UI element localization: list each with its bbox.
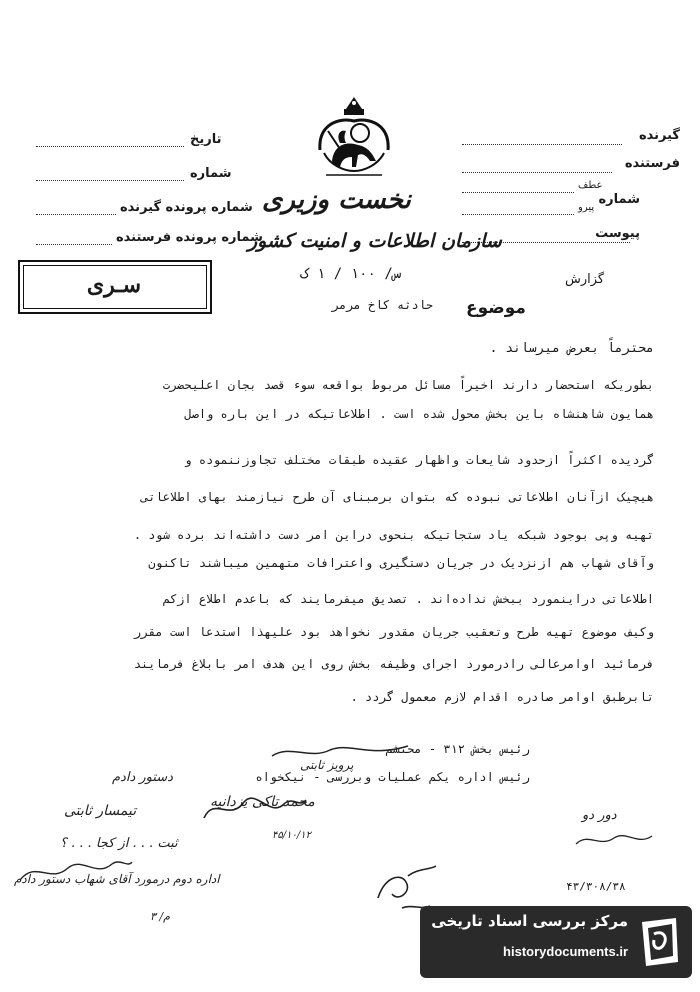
- receiver-file-number-line: [36, 214, 116, 215]
- subject-label: موضوع: [466, 298, 526, 318]
- sender-label: فرستنده: [624, 156, 680, 171]
- receiver-file-number-label: شماره پرونده گیرنده: [120, 200, 253, 215]
- body-line: اطلاعاتی دراینمورد ببخش نداده‌اند . تصدیق میفرمایند که باعدم اطلاع ازکم: [162, 592, 654, 606]
- watermark-url: historydocuments.ir: [503, 944, 628, 959]
- instruction-note-2: تیمسار ثابتی: [64, 803, 137, 819]
- sender-file-number-label: شماره پرونده فرستنده: [116, 230, 263, 245]
- number-sub-top: عطف: [578, 180, 603, 191]
- margin-date: ۴۳/۳۰۸/۳۸: [566, 880, 626, 893]
- sender-line: [462, 172, 612, 173]
- sender-file-number-line: [36, 244, 112, 245]
- number-sub-bottom: پیرو: [578, 202, 595, 213]
- attachment-label: پیوست: [595, 226, 640, 241]
- left-number-label: شماره: [190, 166, 232, 181]
- chief-handwritten-name: پرویز ثابتی: [300, 758, 354, 772]
- chief-signature-line: رئیس بخش ۳۱۲ - محتشم: [385, 742, 530, 756]
- notes-line-1: ثبت . . . از کجا . . . ؟: [60, 836, 178, 851]
- signature-scribble-icon: [200, 788, 310, 828]
- number-label: شماره: [598, 192, 640, 207]
- handwriting-scribble-icon: [16, 850, 136, 890]
- chief-signature-scribble-icon: [270, 740, 410, 762]
- margin-note: دور دو: [582, 808, 617, 823]
- instruction-note-1: دستور دادم: [112, 770, 173, 785]
- receiver-line: [462, 144, 622, 145]
- bottom-mark: م/ ۳: [150, 910, 170, 923]
- lion-and-sun-emblem-icon: [310, 95, 398, 190]
- receiver-label: گیرنده: [638, 128, 680, 143]
- body-line: وکیف موضوع تهیه طرح وتعقیب جریان مقدور نخواهد بود علیهذا استدعا است مقرر: [133, 625, 654, 639]
- date-label: تاریخ: [190, 132, 222, 147]
- handwritten-date: ۴۵/۱۰/۱۲: [272, 830, 311, 841]
- body-line: بطوریکه استحضار دارند اخیراً مسائل مربوط بواقعه سوء قصد بجان اعلیحضرت: [162, 378, 654, 392]
- number-line-top: [462, 192, 574, 193]
- office-chief-line: رئیس اداره یکم عملیات وبررسی - نیکخواه: [255, 770, 530, 784]
- watermark-title: مرکز بررسی اسناد تاریخی: [431, 912, 628, 930]
- body-line: هیچیک ازآنان اطلاعاتی نبوده که بتوان برمبنای آن طرح نیازمند بهای اطلاعاتی: [141, 490, 654, 504]
- body-line: فرمائید اوامرعالی رادرمورد اجرای وظیفه بخش روی این هدف امر بابلاغ فرمایند: [133, 657, 654, 671]
- body-line: وآقای شهاب هم ازنزدیک در جریان دستگیری واعترافات متهمین میباشند تاکنون: [148, 556, 654, 570]
- org-title: نخست وزیری: [262, 185, 411, 215]
- body-line: تهیه وپی بوجود شبکه یاد ستجاتیکه بنحوی دراین امر دست داشته‌اند برده شود .: [133, 528, 654, 542]
- secret-stamp-text: سـری: [86, 272, 142, 298]
- handwritten-signature: محمد تاکی یزدانیه: [210, 794, 315, 810]
- incident-title: حادثه کاخ مرمر: [332, 298, 434, 312]
- salutation: محترماً بعرض میرساند .: [489, 341, 654, 356]
- margin-scribble-icon: [574, 826, 654, 852]
- date-line: [36, 146, 184, 147]
- report-label: گزارش: [565, 272, 605, 287]
- body-line: گردیده اکثراً ازحدود شایعات واظهار عقیده طبقات مختلف تجاوزننموده و: [184, 453, 654, 467]
- body-line: همایون شاهنشاه باین بخش محول شده است . اطلاعاتیکه در این باره واصل: [184, 407, 654, 421]
- org-subtitle: سازمان اطلاعات و امنیت کشور: [248, 230, 502, 252]
- number-line-bottom: [462, 214, 574, 215]
- watermark-logo-icon: [632, 914, 686, 970]
- reference-code: س/ ۱۰۰ / ۱ ک: [300, 266, 402, 282]
- notes-line-2: اداره دوم درمورد آقای شهاب دستور دادم: [14, 872, 220, 886]
- left-number-line: [36, 180, 184, 181]
- body-line: تابرطبق اوامر صادره اقدام لازم معمول گردد .: [350, 690, 654, 704]
